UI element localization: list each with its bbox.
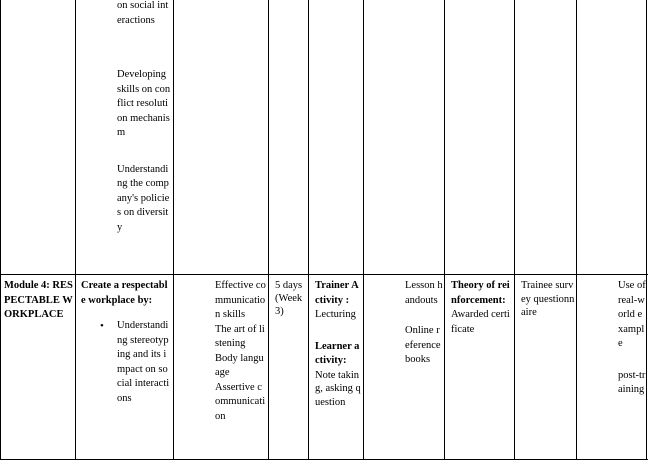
trainer-activity-heading: Trainer Activity :	[315, 280, 359, 306]
column-divider	[308, 0, 309, 460]
trainer-activity-text: Lecturing	[315, 309, 356, 320]
module-title: Module 4: RESPECTABLE WORKPLACE	[4, 280, 73, 320]
table-border-left	[0, 0, 1, 460]
learner-activity-text: Note taking, asking question	[315, 369, 361, 408]
row-divider	[0, 274, 648, 275]
list-item: • Use of real-world example	[618, 279, 646, 352]
theory-cell	[451, 279, 513, 337]
column-divider	[363, 0, 364, 460]
continued-fragment: on social interactions	[117, 0, 169, 26]
column-divider	[75, 0, 76, 460]
learning-outcome-cell	[81, 279, 171, 406]
learner-activity-heading: Learner activity:	[315, 340, 360, 366]
methods-bullet-list	[618, 279, 646, 398]
column-divider	[444, 0, 445, 460]
column-divider	[268, 0, 269, 460]
assessment: Trainee survey questionnaire	[521, 280, 575, 318]
list-item: • post-training	[618, 369, 646, 398]
content-bullet-list	[215, 279, 266, 424]
resources-bullet-list	[405, 279, 443, 368]
top-row-bullet-list	[117, 68, 171, 235]
column-divider	[173, 0, 174, 460]
duration: 5 days (Week 3)	[275, 280, 303, 317]
table-border-right	[646, 0, 647, 460]
outcome-heading: Create a respectable workplace by:	[81, 280, 168, 306]
list-item: • The art of listening	[215, 323, 266, 352]
list-item: • Online reference books	[405, 324, 443, 368]
list-item: • Effective communication skills	[215, 279, 266, 323]
list-item: • Understanding stereotyping and its impact on social interactions	[117, 319, 171, 406]
list-item: • Lesson handouts	[405, 279, 443, 308]
activities-cell	[315, 279, 362, 409]
list-item: • Assertive communication	[215, 381, 266, 425]
theory-text: Awarded certificate	[451, 309, 510, 335]
column-divider	[514, 0, 515, 460]
list-item: • Understanding the company's policies on diversity	[117, 163, 171, 236]
list-item: • Developing skills on conflict resolution mechanism	[117, 68, 171, 141]
theory-heading: Theory of reinforcement:	[451, 280, 510, 306]
outcome-bullet-list	[117, 319, 171, 406]
list-item: • Body language	[215, 352, 266, 381]
column-divider	[576, 0, 577, 460]
